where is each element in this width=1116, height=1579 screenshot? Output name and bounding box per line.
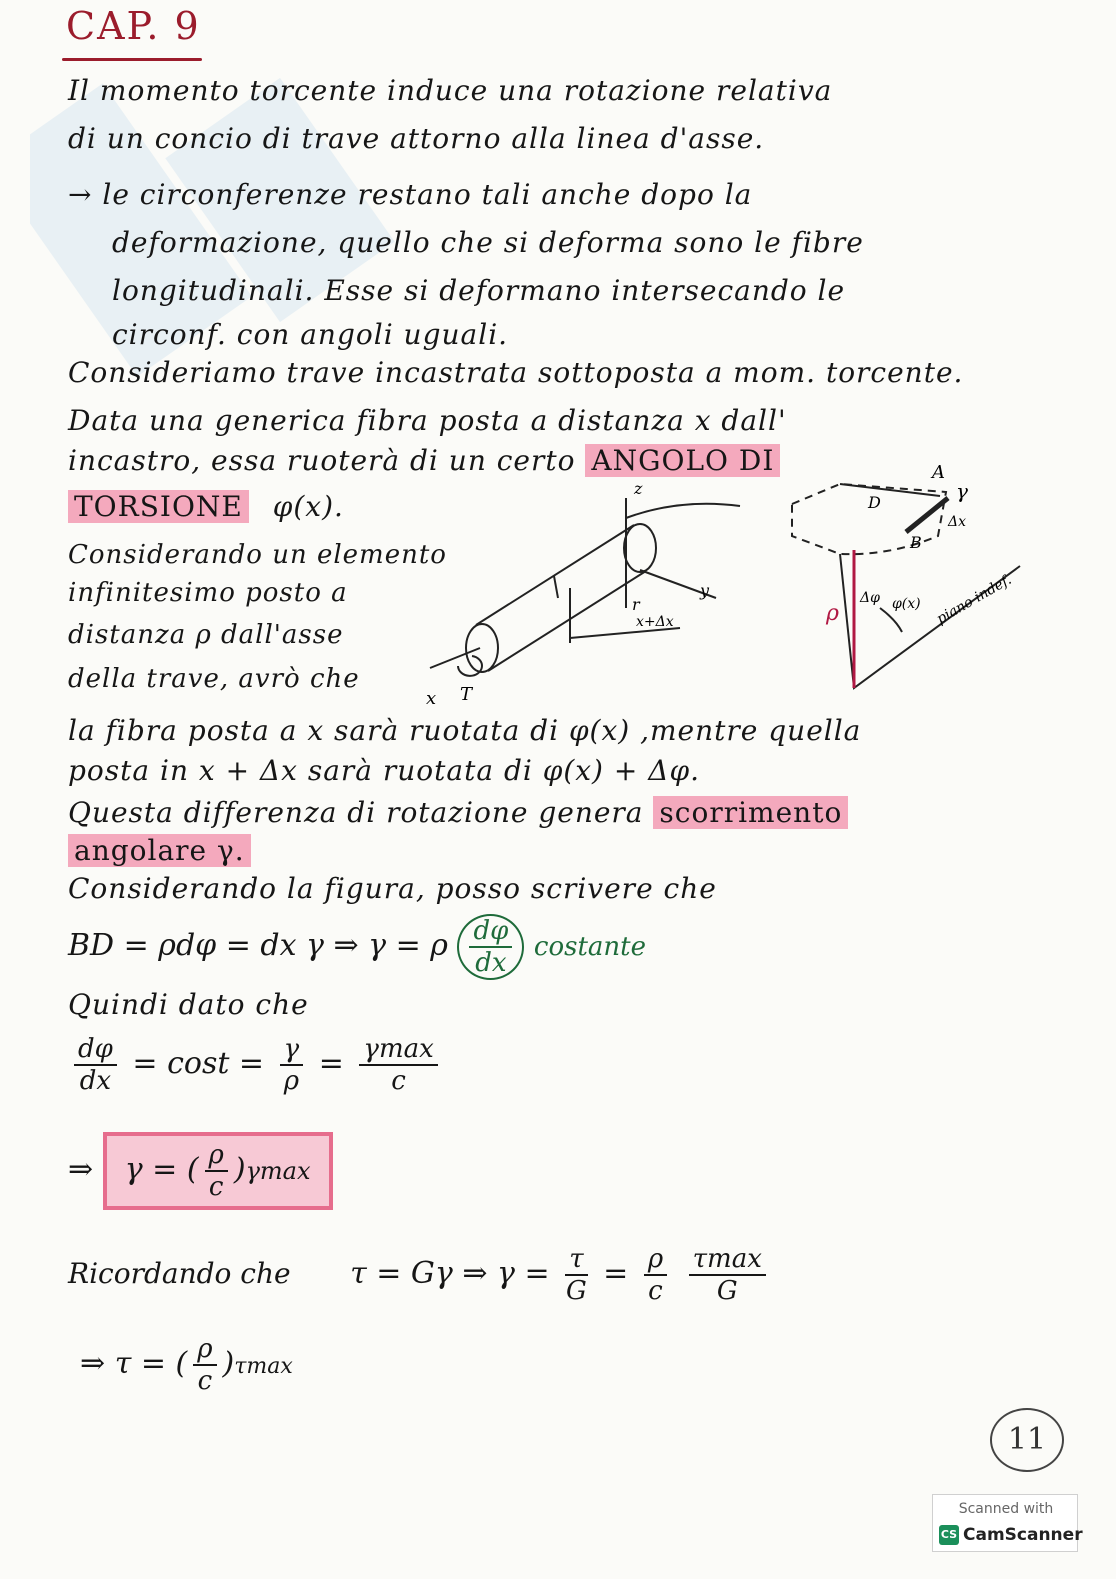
figure-label-x-plus-dx: x+Δx	[636, 614, 674, 630]
text-line: la fibra posta a x sarà ruotata di φ(x) ,mentre quella	[68, 714, 862, 747]
fraction-den: c	[208, 1172, 224, 1202]
fraction-den: ρ	[283, 1066, 300, 1096]
text-line: Consideriamo trave incastrata sottoposta a mom. torcente.	[68, 356, 964, 389]
highlight-angolare: angolare γ.	[68, 834, 251, 867]
text-line	[68, 444, 780, 477]
boxed-result: γ = ( $\frac{\rho}{c}$ )γmax	[103, 1132, 333, 1210]
text-line: Considerando la figura, posso scrivere che	[68, 872, 717, 905]
fraction-num: dφ	[469, 916, 512, 948]
text-line: deformazione, quello che si deforma sono le fibre	[112, 226, 864, 259]
note-costante: costante	[533, 932, 646, 962]
figure-label-z: z	[634, 479, 643, 498]
equation-text: BD = ρdφ = dx γ ⇒ γ = ρ	[68, 928, 448, 963]
fraction	[74, 1034, 117, 1096]
fraction-num: ρ	[644, 1244, 667, 1276]
figure-label-x: x	[426, 688, 437, 708]
text-line: della trave, avrò che	[68, 664, 360, 694]
page-number: 11	[990, 1408, 1064, 1472]
fraction-den: c	[648, 1276, 663, 1306]
figure-label-piano: piano indef.	[934, 571, 1015, 628]
figure-label-B: B	[910, 533, 922, 552]
figure-label-rho: ρ	[826, 601, 839, 626]
text-line: Considerando un elemento	[68, 540, 447, 570]
fraction	[565, 1244, 587, 1306]
implies-arrow: ⇒	[68, 1152, 94, 1187]
equation-label: Ricordando che	[68, 1257, 291, 1290]
fraction-num: τmax	[689, 1244, 766, 1276]
fraction-den: dx	[475, 948, 507, 978]
equation-text: = cost =	[132, 1046, 265, 1081]
figure-label-delta-phi: Δφ	[860, 590, 880, 606]
element-figure	[780, 456, 1100, 696]
figure-label-D: D	[868, 493, 881, 512]
derivative-circle	[457, 914, 524, 980]
fraction-den: dx	[79, 1066, 112, 1096]
fraction-den: G	[716, 1276, 738, 1306]
figure-label-phi-x: φ(x)	[892, 596, 921, 612]
text-line	[68, 796, 848, 829]
equation-text: γmax	[245, 1157, 311, 1185]
text-line: circonf. con angoli uguali.	[112, 318, 509, 351]
highlight-angolo-di: ANGOLO DI	[585, 444, 780, 477]
text-line: infinitesimo posto a	[68, 578, 348, 608]
equation-hooke	[68, 1244, 772, 1306]
title-underline	[62, 58, 202, 61]
text-line: Data una generica fibra posta a distanza x dall'	[68, 404, 787, 437]
figure-label-A: A	[932, 462, 945, 483]
fraction-den: G	[565, 1276, 587, 1306]
fraction	[193, 1334, 216, 1396]
equation-gamma-boxed	[68, 1132, 333, 1210]
chapter-title: CAP. 9	[66, 4, 201, 48]
equation-text: =	[318, 1046, 344, 1081]
beam-figure	[420, 478, 760, 708]
equation-cost	[68, 1034, 444, 1096]
fraction-num: γmax	[359, 1034, 437, 1066]
figure-label-T: T	[460, 684, 473, 705]
text-fragment: Questa differenza di rotazione genera	[68, 796, 644, 829]
text-line: → le circonferenze restano tali anche dopo la	[68, 178, 753, 211]
figure-label-r: r	[632, 595, 640, 614]
fraction-num: τ	[565, 1244, 587, 1276]
text-line: posta in x + Δx sarà ruotata di φ(x) + Δφ.	[68, 754, 700, 787]
figure-label-gamma: γ	[956, 479, 968, 503]
equation-text: γ =	[124, 1152, 178, 1187]
camscanner-badge	[932, 1494, 1083, 1552]
text-fragment: incastro, essa ruoterà di un certo	[68, 444, 576, 477]
fraction	[469, 916, 512, 978]
badge-brand: CamScanner	[963, 1525, 1083, 1545]
text-line: Il momento torcente induce una rotazione relativa	[68, 74, 833, 107]
equation-text: τ =	[114, 1346, 166, 1381]
text-fragment: φ(x).	[272, 490, 344, 523]
fraction-num: ρ	[193, 1334, 216, 1366]
text-line: distanza ρ dall'asse	[68, 620, 344, 650]
badge-caption: Scanned with	[958, 1501, 1054, 1517]
equation-tau: ⇒ τ = ( $\frac{\rho}{c}$ )τmax	[80, 1334, 293, 1396]
highlight-scorrimento: scorrimento	[653, 796, 848, 829]
fraction	[280, 1034, 304, 1096]
fraction	[644, 1244, 667, 1306]
equation-bd	[68, 914, 646, 980]
text-line	[68, 490, 344, 523]
text-line	[68, 834, 251, 867]
text-line: di un concio di trave attorno alla linea d'asse.	[68, 122, 765, 155]
text-line: longitudinali. Esse si deformano intersecando le	[112, 274, 846, 307]
fraction	[689, 1244, 766, 1306]
fraction	[359, 1034, 437, 1096]
fraction-num: dφ	[74, 1034, 117, 1066]
figure-label-delta-x: Δx	[948, 514, 967, 530]
equation-text: τ = Gγ ⇒ γ =	[350, 1256, 550, 1291]
fraction-den: c	[391, 1066, 406, 1096]
equation-text: τmax	[234, 1354, 293, 1379]
implies-arrow: ⇒	[80, 1346, 106, 1381]
fraction	[205, 1140, 228, 1202]
fraction-num: ρ	[205, 1140, 228, 1172]
highlight-torsione: TORSIONE	[68, 490, 249, 523]
camscanner-logo-icon: CS	[939, 1525, 959, 1545]
text-line: Quindi dato che	[68, 988, 309, 1021]
fraction-num: γ	[280, 1034, 304, 1066]
figure-label-y: y	[700, 581, 710, 600]
equation-text: =	[603, 1256, 629, 1291]
fraction-den: c	[197, 1366, 213, 1396]
